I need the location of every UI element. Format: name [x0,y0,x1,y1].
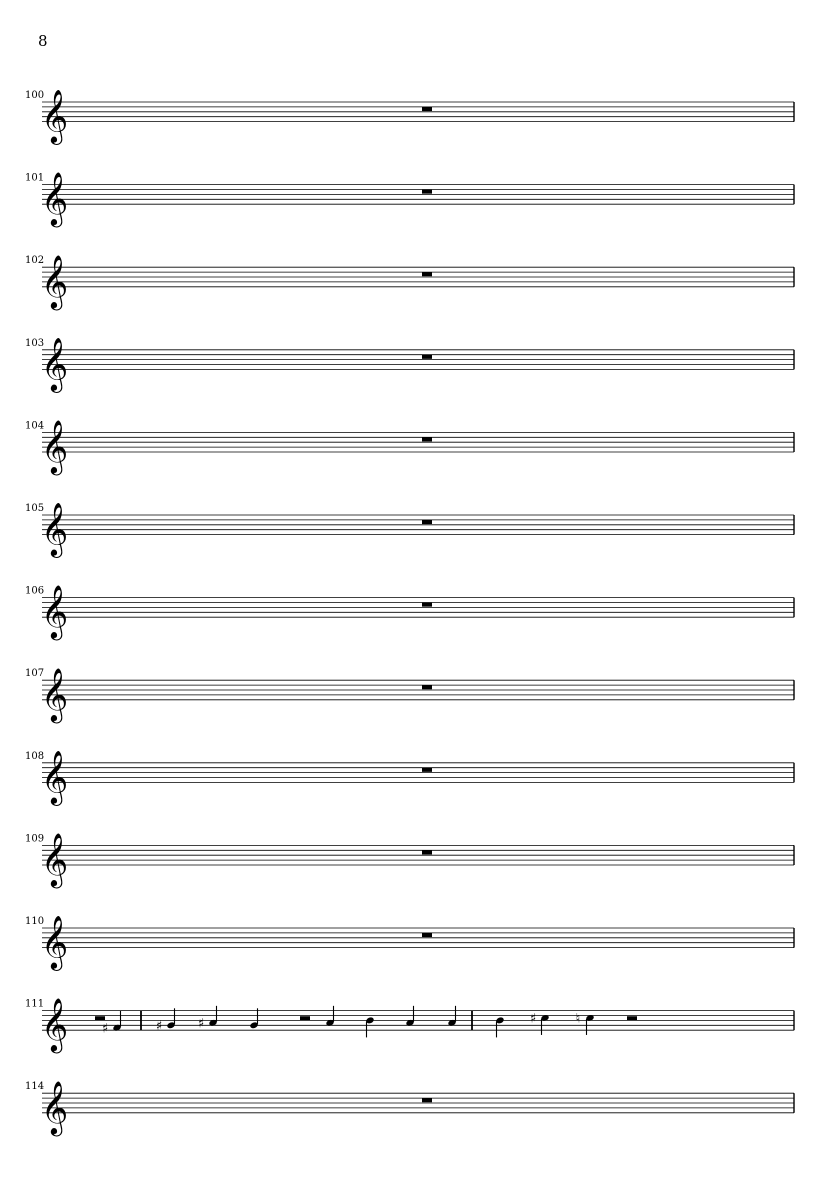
measure-number: 101 [25,172,45,184]
staff-system [25,832,794,888]
treble-clef-icon: 𝄞 [41,1079,69,1134]
measure-number: 108 [25,750,45,762]
treble-clef-icon: 𝄞 [41,749,69,804]
rest [422,1098,432,1102]
staff-system [25,667,794,723]
note [405,1006,414,1027]
note [198,1006,218,1032]
measure-number: 107 [25,668,45,680]
rest [422,437,432,441]
staff-system [25,915,794,971]
measure-number: 110 [25,916,45,927]
staff-system [25,254,794,310]
staff-system [25,1080,794,1136]
measure-number: 103 [25,337,45,349]
note [447,1006,456,1027]
measure-number: 106 [25,585,45,597]
staff-system [25,749,794,805]
rest [422,107,432,111]
staff-system [25,89,794,145]
treble-clef-icon: 𝄞 [41,584,69,639]
staff-system [25,502,794,558]
treble-clef-icon: 𝄞 [41,253,69,308]
note [576,1011,595,1034]
note [102,1011,122,1037]
treble-clef-icon: 𝄞 [41,501,69,556]
rest [422,355,432,359]
measure-number: 109 [25,833,45,845]
treble-clef-icon: 𝄞 [41,336,69,391]
staff-system [25,997,794,1053]
staff-system [25,336,794,392]
measure-number: 114 [25,1081,45,1093]
rest [300,1016,310,1020]
treble-clef-icon: 𝄞 [41,666,69,721]
rest [627,1016,637,1020]
treble-clef-icon: 𝄞 [41,832,69,886]
rest [422,603,432,607]
staff-system [25,584,794,640]
rest [422,190,432,194]
measure-number: 105 [25,503,45,514]
rest [422,520,432,524]
rest [422,272,432,276]
accidental-natural: ♮ [575,1011,581,1027]
measure-number: 100 [25,90,45,101]
treble-clef-icon: 𝄞 [41,88,69,143]
treble-clef-icon: 𝄞 [41,914,69,969]
page-number: 8 [38,32,48,50]
rest [422,933,432,937]
treble-clef-icon: 𝄞 [41,171,69,226]
note [249,1008,258,1029]
treble-clef-icon: 𝄞 [41,997,69,1052]
measure-number: 111 [25,998,45,1010]
accidental-sharp: ♯ [529,1011,537,1027]
note [495,1016,504,1037]
accidental-sharp: ♯ [101,1021,109,1037]
note [325,1006,334,1027]
rest [422,850,432,854]
note [365,1016,374,1037]
staff-system [25,419,794,475]
rest [95,1016,105,1020]
measure-number: 102 [25,255,45,267]
staff-system [25,171,794,227]
accidental-sharp: ♯ [155,1018,163,1034]
rest [422,685,432,689]
treble-clef-icon: 𝄞 [41,419,69,473]
rest [422,768,432,772]
measure-number: 104 [25,420,45,432]
accidental-sharp: ♯ [197,1016,205,1032]
note [530,1011,550,1034]
